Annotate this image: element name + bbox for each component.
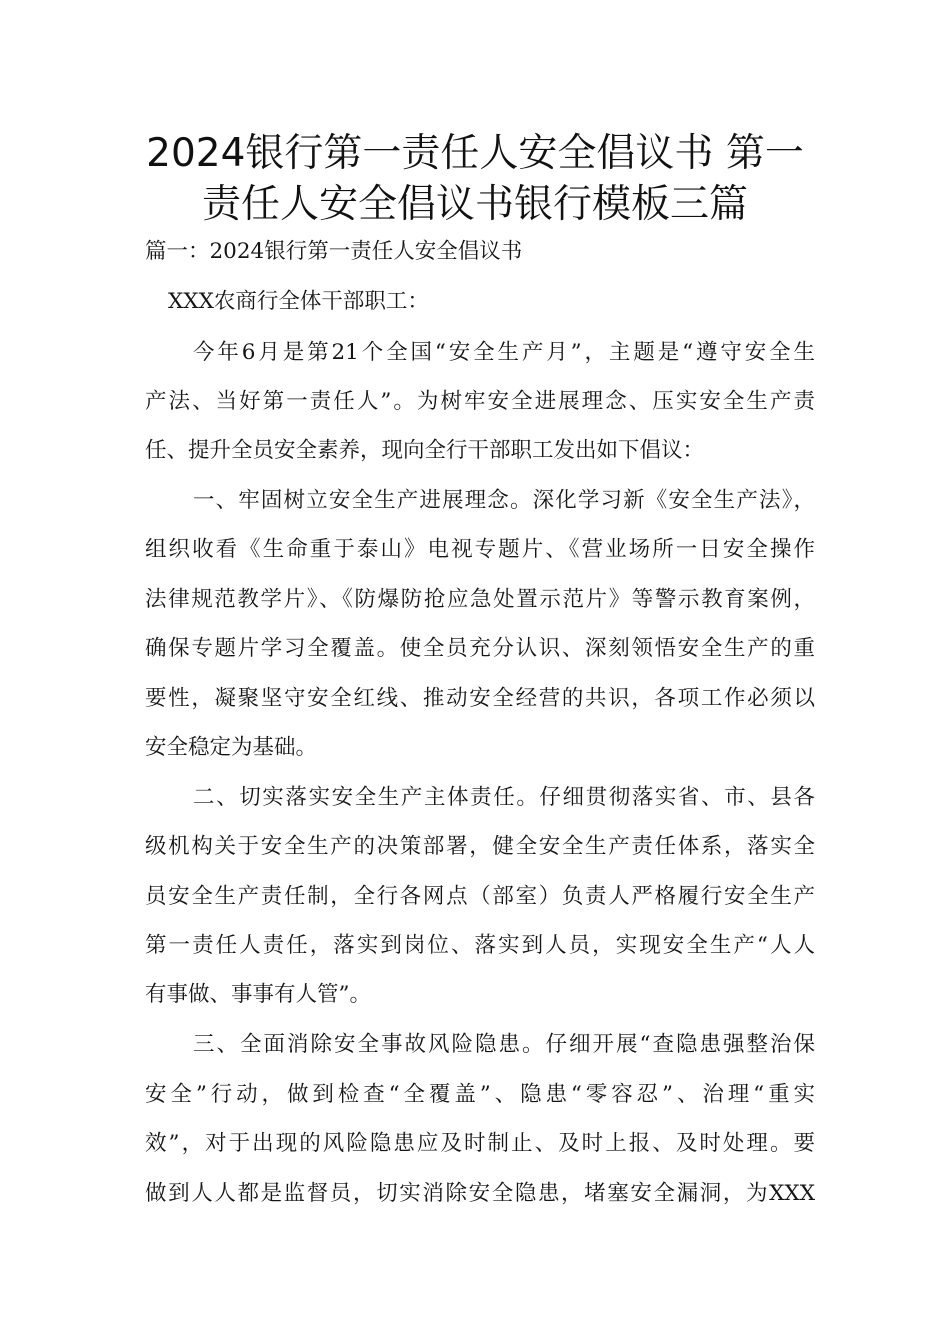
paragraph-line: 效”，对于出现的风险隐患应及时制止、及时上报、及时处理。要 (145, 1131, 815, 1156)
paragraph-line: 做到人人都是监督员，切实消除安全隐患，堵塞安全漏洞，为XXX (145, 1181, 815, 1206)
paragraph-line: 组织收看《生命重于泰山》电视专题片、《营业场所一日安全操作 (145, 537, 815, 562)
paragraph-line: 二、切实落实安全生产主体责任。仔细贯彻落实省、市、县各 (193, 785, 815, 810)
document-title-line-2: 责任人安全倡议书银行模板三篇 (201, 182, 748, 227)
paragraph-line: 确保专题片学习全覆盖。使全员充分认识、深刻领悟安全生产的重 (145, 636, 815, 661)
salutation: XXX农商行全体干部职工： (168, 289, 429, 314)
paragraph-line: 法律规范教学片》、《防爆防抢应急处置示范片》等警示教育案例， (145, 587, 815, 612)
paragraph-line: 任、提升全员安全素养，现向全行干部职工发出如下倡议： (145, 438, 705, 463)
paragraph-line: 有事做、事事有人管”。 (145, 982, 371, 1007)
paragraph-line: 产法、当好第一责任人”。为树牢安全进展理念、压实安全生产责 (145, 389, 815, 414)
paragraph-line: 一、牢固树立安全生产进展理念。深化学习新《安全生产法》， (193, 488, 815, 513)
paragraph-line: 安全”行动，做到检查“全覆盖”、隐患“零容忍”、治理“重实 (145, 1082, 815, 1107)
document-title-line-1: 2024银行第一责任人安全倡议书 第一 (146, 131, 804, 176)
section-heading: 篇一：2024银行第一责任人安全倡议书 (145, 239, 523, 264)
paragraph-line: 要性，凝聚坚守安全红线、推动安全经营的共识，各项工作必须以 (145, 686, 815, 711)
paragraph-line: 员安全生产责任制，全行各网点（部室）负责人严格履行安全生产 (145, 884, 815, 909)
paragraph-line: 第一责任人责任，落实到岗位、落实到人员，实现安全生产“人人 (145, 933, 815, 958)
paragraph-line: 级机构关于安全生产的决策部署，健全安全生产责任体系，落实全 (145, 834, 815, 859)
paragraph-line: 三、全面消除安全事故风险隐患。仔细开展“查隐患强整治保 (193, 1032, 815, 1057)
paragraph-line: 今年6月是第21个全国“安全生产月”，主题是“遵守安全生 (193, 340, 815, 365)
paragraph-line: 安全稳定为基础。 (145, 735, 318, 760)
